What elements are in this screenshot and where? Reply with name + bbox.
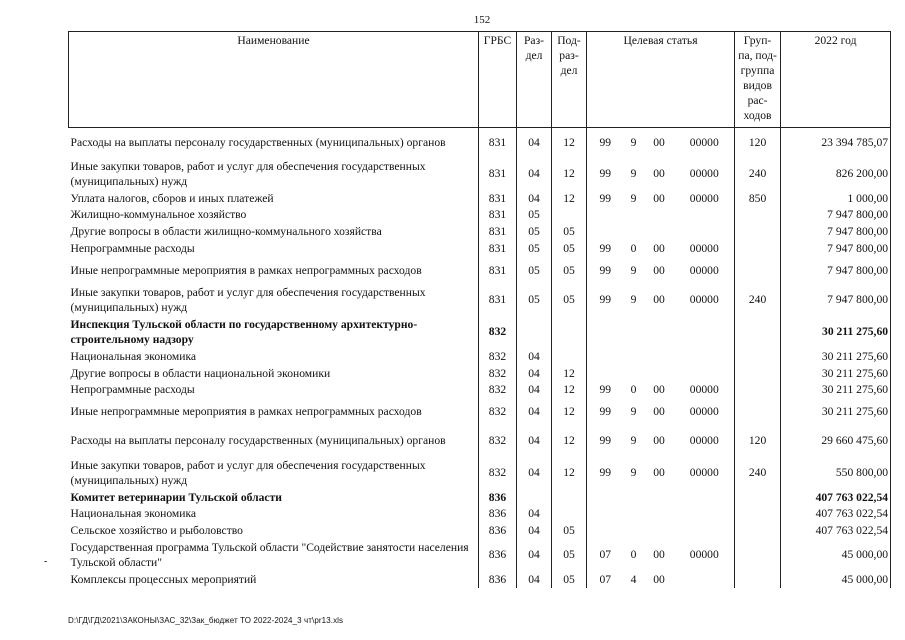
cell-target-program — [587, 223, 624, 240]
cell-target-subprogram: 0 — [630, 241, 637, 255]
header-name: Наименование — [69, 32, 479, 128]
cell-subsection: 05 — [552, 284, 587, 316]
cell-amount: 550 800,00 — [781, 457, 891, 489]
table-row — [69, 223, 891, 240]
cell-target-code — [675, 348, 735, 365]
cell-grbs: 836 — [479, 506, 517, 522]
cell-target-code — [675, 571, 735, 588]
cell-section: 05 — [517, 207, 552, 223]
cell-target-subprogram: 9 — [630, 293, 637, 306]
cell-amount: 30 211 275,60 — [781, 382, 891, 398]
cell-target-program: 07 — [587, 539, 624, 571]
cell-target-subprogram: 9 — [630, 263, 637, 277]
cell-target-direction — [644, 207, 675, 223]
table-row — [69, 571, 891, 588]
cell-section: 04 — [517, 398, 552, 425]
cell-target-code: 00000 — [689, 383, 719, 396]
cell-target-subprogram — [624, 207, 644, 223]
cell-target-direction: 00 — [653, 167, 665, 180]
cell-name: Национальная экономика — [70, 507, 197, 520]
cell-target-direction: 00 — [653, 572, 665, 586]
cell-target-program — [587, 489, 624, 506]
cell-expense-group: 850 — [735, 190, 781, 207]
cell-grbs: 831 — [479, 128, 517, 158]
cell-grbs: 831 — [479, 158, 517, 190]
cell-section: 04 — [517, 382, 552, 398]
cell-name: Непрограммные расходы — [70, 383, 195, 396]
cell-target-direction: 00 — [653, 191, 665, 205]
cell-name: Национальная экономика — [70, 349, 197, 363]
cell-target-subprogram: 9 — [630, 136, 637, 150]
cell-target-subprogram: 9 — [630, 167, 637, 180]
cell-section — [517, 316, 552, 348]
table-row — [69, 190, 891, 207]
table-row — [69, 398, 891, 425]
cell-grbs: 831 — [479, 207, 517, 223]
table-row — [69, 207, 891, 223]
cell-section: 04 — [517, 425, 552, 457]
cell-target-direction: 00 — [653, 241, 665, 255]
cell-target-code: 00000 — [689, 434, 719, 447]
cell-target-program: 99 — [587, 425, 624, 457]
cell-amount: 30 211 275,60 — [781, 316, 891, 348]
table-row — [69, 457, 891, 489]
cell-amount: 7 947 800,00 — [781, 240, 891, 257]
cell-name: Комплексы процессных мероприятий — [70, 572, 257, 586]
table-row — [69, 539, 891, 571]
cell-section: 04 — [517, 348, 552, 365]
cell-amount: 1 000,00 — [781, 190, 891, 207]
cell-target-direction: 00 — [653, 293, 665, 306]
cell-amount: 7 947 800,00 — [781, 223, 891, 240]
cell-name: Расходы на выплаты персоналу государственных (муниципальных) органов — [70, 136, 446, 150]
cell-name: Непрограммные расходы — [70, 241, 195, 255]
cell-name: Иные закупки товаров, работ и услуг для обеспечения государственных (муниципальных) нужд — [70, 285, 426, 314]
cell-target-program: 99 — [587, 284, 624, 316]
cell-subsection: 12 — [552, 398, 587, 425]
cell-target-direction: 00 — [653, 466, 665, 479]
cell-amount: 407 763 022,54 — [781, 522, 891, 539]
table-row — [69, 158, 891, 190]
cell-target-program: 99 — [587, 128, 624, 158]
cell-grbs: 832 — [479, 457, 517, 489]
table-row — [69, 506, 891, 522]
cell-target-program: 99 — [587, 240, 624, 257]
cell-subsection: 05 — [552, 257, 587, 284]
cell-subsection: 05 — [552, 571, 587, 588]
cell-grbs: 832 — [479, 425, 517, 457]
cell-name: Иные закупки товаров, работ и услуг для обеспечения государственных (муниципальных) нужд — [70, 159, 426, 188]
cell-target-program — [587, 506, 624, 522]
cell-section: 04 — [517, 522, 552, 539]
cell-subsection — [552, 489, 587, 506]
cell-section: 04 — [517, 539, 552, 571]
cell-grbs: 836 — [479, 571, 517, 588]
cell-name: Другие вопросы в области жилищно-коммунального хозяйства — [70, 224, 382, 238]
cell-target-code — [675, 522, 735, 539]
cell-target-direction: 00 — [653, 263, 665, 277]
cell-target-code — [675, 365, 735, 382]
cell-target-direction — [644, 522, 675, 539]
cell-target-direction: 00 — [653, 404, 665, 418]
cell-subsection — [552, 348, 587, 365]
cell-target-subprogram — [624, 223, 644, 240]
cell-section: 04 — [517, 365, 552, 382]
cell-target-code: 00000 — [689, 293, 719, 306]
cell-section: 04 — [517, 128, 552, 158]
cell-name: Расходы на выплаты персоналу государственных (муниципальных) органов — [70, 434, 446, 447]
cell-expense-group — [735, 506, 781, 522]
cell-target-direction — [644, 348, 675, 365]
cell-target-code — [675, 316, 735, 348]
cell-subsection: 12 — [552, 365, 587, 382]
table-row — [69, 240, 891, 257]
cell-expense-group — [735, 382, 781, 398]
cell-target-subprogram — [624, 316, 644, 348]
cell-name: Инспекция Тульской области по государственному архитектурно-строительному надзору — [70, 317, 418, 346]
cell-name: Комитет ветеринарии Тульской области — [70, 490, 282, 504]
cell-amount: 45 000,00 — [781, 571, 891, 588]
cell-expense-group — [735, 223, 781, 240]
cell-target-program — [587, 207, 624, 223]
margin-mark: - — [44, 556, 48, 567]
cell-expense-group — [735, 489, 781, 506]
cell-amount: 407 763 022,54 — [781, 506, 891, 522]
cell-grbs: 832 — [479, 365, 517, 382]
cell-subsection: 05 — [552, 522, 587, 539]
cell-target-direction — [644, 506, 675, 522]
cell-section: 04 — [517, 457, 552, 489]
cell-section: 05 — [517, 240, 552, 257]
cell-grbs: 831 — [479, 240, 517, 257]
cell-grbs: 836 — [479, 489, 517, 506]
cell-target-code: 00000 — [689, 136, 719, 150]
cell-target-code: 00000 — [689, 404, 719, 418]
cell-subsection: 05 — [552, 223, 587, 240]
cell-target-subprogram: 0 — [630, 548, 637, 561]
cell-amount: 7 947 800,00 — [781, 207, 891, 223]
cell-target-subprogram: 4 — [630, 572, 637, 586]
cell-target-code: 00000 — [689, 191, 719, 205]
table-row — [69, 257, 891, 284]
cell-target-subprogram: 9 — [630, 191, 637, 205]
cell-target-code: 00000 — [689, 167, 719, 180]
cell-subsection — [552, 506, 587, 522]
cell-name: Сельское хозяйство и рыболовство — [70, 523, 243, 537]
cell-target-direction — [644, 365, 675, 382]
cell-target-code — [675, 207, 735, 223]
cell-name: Жилищно-коммунальное хозяйство — [70, 208, 247, 221]
cell-expense-group: 120 — [735, 425, 781, 457]
cell-section: 05 — [517, 223, 552, 240]
cell-expense-group — [735, 365, 781, 382]
cell-target-program: 99 — [587, 457, 624, 489]
cell-subsection: 05 — [552, 539, 587, 571]
cell-name: Другие вопросы в области национальной экономики — [70, 366, 331, 380]
cell-target-subprogram: 9 — [630, 434, 637, 447]
cell-target-direction — [644, 489, 675, 506]
cell-target-direction: 00 — [653, 434, 665, 447]
cell-expense-group — [735, 240, 781, 257]
cell-name: Иные непрограммные мероприятия в рамках непрограммных расходов — [70, 404, 422, 418]
cell-subsection: 12 — [552, 128, 587, 158]
cell-section: 04 — [517, 158, 552, 190]
table-row — [69, 316, 891, 348]
cell-target-code — [675, 223, 735, 240]
cell-target-direction: 00 — [653, 136, 665, 150]
header-target-article: Целевая статья — [587, 32, 735, 128]
cell-target-subprogram — [624, 522, 644, 539]
cell-expense-group: 120 — [735, 128, 781, 158]
cell-amount: 30 211 275,60 — [781, 398, 891, 425]
cell-amount: 23 394 785,07 — [781, 128, 891, 158]
cell-target-program — [587, 522, 624, 539]
cell-grbs: 831 — [479, 190, 517, 207]
cell-subsection: 12 — [552, 158, 587, 190]
cell-target-code: 00000 — [689, 241, 719, 255]
cell-amount: 826 200,00 — [781, 158, 891, 190]
table-row — [69, 365, 891, 382]
cell-target-subprogram — [624, 348, 644, 365]
cell-subsection: 12 — [552, 382, 587, 398]
table-row — [69, 128, 891, 158]
cell-target-program: 99 — [587, 257, 624, 284]
header-subsection: Под- раз- дел — [552, 32, 587, 128]
cell-amount: 30 211 275,60 — [781, 348, 891, 365]
cell-section: 04 — [517, 506, 552, 522]
cell-subsection: 12 — [552, 457, 587, 489]
page-number: 152 — [473, 14, 491, 26]
cell-grbs: 832 — [479, 398, 517, 425]
header-grbs: ГРБС — [479, 32, 517, 128]
cell-grbs: 832 — [479, 382, 517, 398]
cell-section: 05 — [517, 284, 552, 316]
cell-name: Иные закупки товаров, работ и услуг для обеспечения государственных (муниципальных) нужд — [70, 458, 426, 487]
cell-target-program: 99 — [587, 382, 624, 398]
cell-target-program: 99 — [587, 398, 624, 425]
cell-target-direction: 00 — [653, 548, 665, 561]
cell-subsection: 12 — [552, 190, 587, 207]
budget-table — [68, 31, 891, 588]
cell-amount: 7 947 800,00 — [781, 257, 891, 284]
table-row — [69, 522, 891, 539]
cell-target-direction — [644, 316, 675, 348]
cell-target-program: 99 — [587, 158, 624, 190]
cell-target-subprogram: 0 — [630, 383, 637, 396]
cell-target-program — [587, 348, 624, 365]
cell-target-direction: 00 — [653, 383, 665, 396]
cell-section — [517, 489, 552, 506]
cell-amount: 30 211 275,60 — [781, 365, 891, 382]
cell-target-program — [587, 365, 624, 382]
table-row — [69, 382, 891, 398]
cell-grbs: 832 — [479, 348, 517, 365]
table-row — [69, 425, 891, 457]
cell-expense-group — [735, 348, 781, 365]
cell-target-program — [587, 316, 624, 348]
cell-target-program: 07 — [587, 571, 624, 588]
cell-expense-group — [735, 571, 781, 588]
cell-target-direction — [644, 223, 675, 240]
header-year: 2022 год — [781, 32, 891, 128]
cell-target-code — [675, 489, 735, 506]
cell-subsection: 05 — [552, 240, 587, 257]
cell-target-subprogram — [624, 365, 644, 382]
cell-section: 05 — [517, 257, 552, 284]
cell-subsection — [552, 316, 587, 348]
cell-expense-group: 240 — [735, 284, 781, 316]
cell-target-subprogram — [624, 489, 644, 506]
cell-target-program: 99 — [587, 190, 624, 207]
header-section: Раз- дел — [517, 32, 552, 128]
cell-name: Иные непрограммные мероприятия в рамках непрограммных расходов — [70, 263, 422, 277]
cell-expense-group: 240 — [735, 158, 781, 190]
cell-target-subprogram — [624, 506, 644, 522]
cell-expense-group — [735, 398, 781, 425]
cell-grbs: 836 — [479, 522, 517, 539]
file-path: D:\ГД\ГД\2021\ЗАКОНЫ\ЗАС_32\Зак_бюджет ТО 2022-2024_3 чт\pr13.xls — [68, 616, 344, 625]
cell-expense-group — [735, 522, 781, 539]
cell-target-code: 00000 — [689, 263, 719, 277]
cell-section: 04 — [517, 190, 552, 207]
table-row — [69, 284, 891, 316]
cell-target-code: 00000 — [689, 466, 719, 479]
table-row — [69, 489, 891, 506]
cell-grbs: 831 — [479, 223, 517, 240]
cell-expense-group — [735, 207, 781, 223]
header-expense-group: Груп- па, под- группа видов рас- ходов — [735, 32, 781, 128]
cell-grbs: 831 — [479, 257, 517, 284]
cell-section: 04 — [517, 571, 552, 588]
cell-target-subprogram: 9 — [630, 404, 637, 418]
cell-expense-group — [735, 316, 781, 348]
cell-target-subprogram: 9 — [630, 466, 637, 479]
table-body — [69, 128, 891, 588]
cell-target-code — [675, 506, 735, 522]
cell-grbs: 836 — [479, 539, 517, 571]
cell-expense-group: 240 — [735, 457, 781, 489]
cell-grbs: 831 — [479, 284, 517, 316]
cell-amount: 407 763 022,54 — [781, 489, 891, 506]
cell-target-code: 00000 — [689, 548, 719, 561]
cell-subsection — [552, 207, 587, 223]
cell-grbs: 832 — [479, 316, 517, 348]
cell-amount: 45 000,00 — [781, 539, 891, 571]
cell-expense-group — [735, 539, 781, 571]
cell-amount: 7 947 800,00 — [781, 284, 891, 316]
cell-amount: 29 660 475,60 — [781, 425, 891, 457]
cell-name: Государственная программа Тульской области "Содействие занятости населения Тульской области" — [70, 540, 469, 569]
table-row — [69, 348, 891, 365]
cell-subsection: 12 — [552, 425, 587, 457]
table-header-row — [69, 32, 891, 128]
cell-expense-group — [735, 257, 781, 284]
cell-name: Уплата налогов, сборов и иных платежей — [70, 191, 274, 205]
